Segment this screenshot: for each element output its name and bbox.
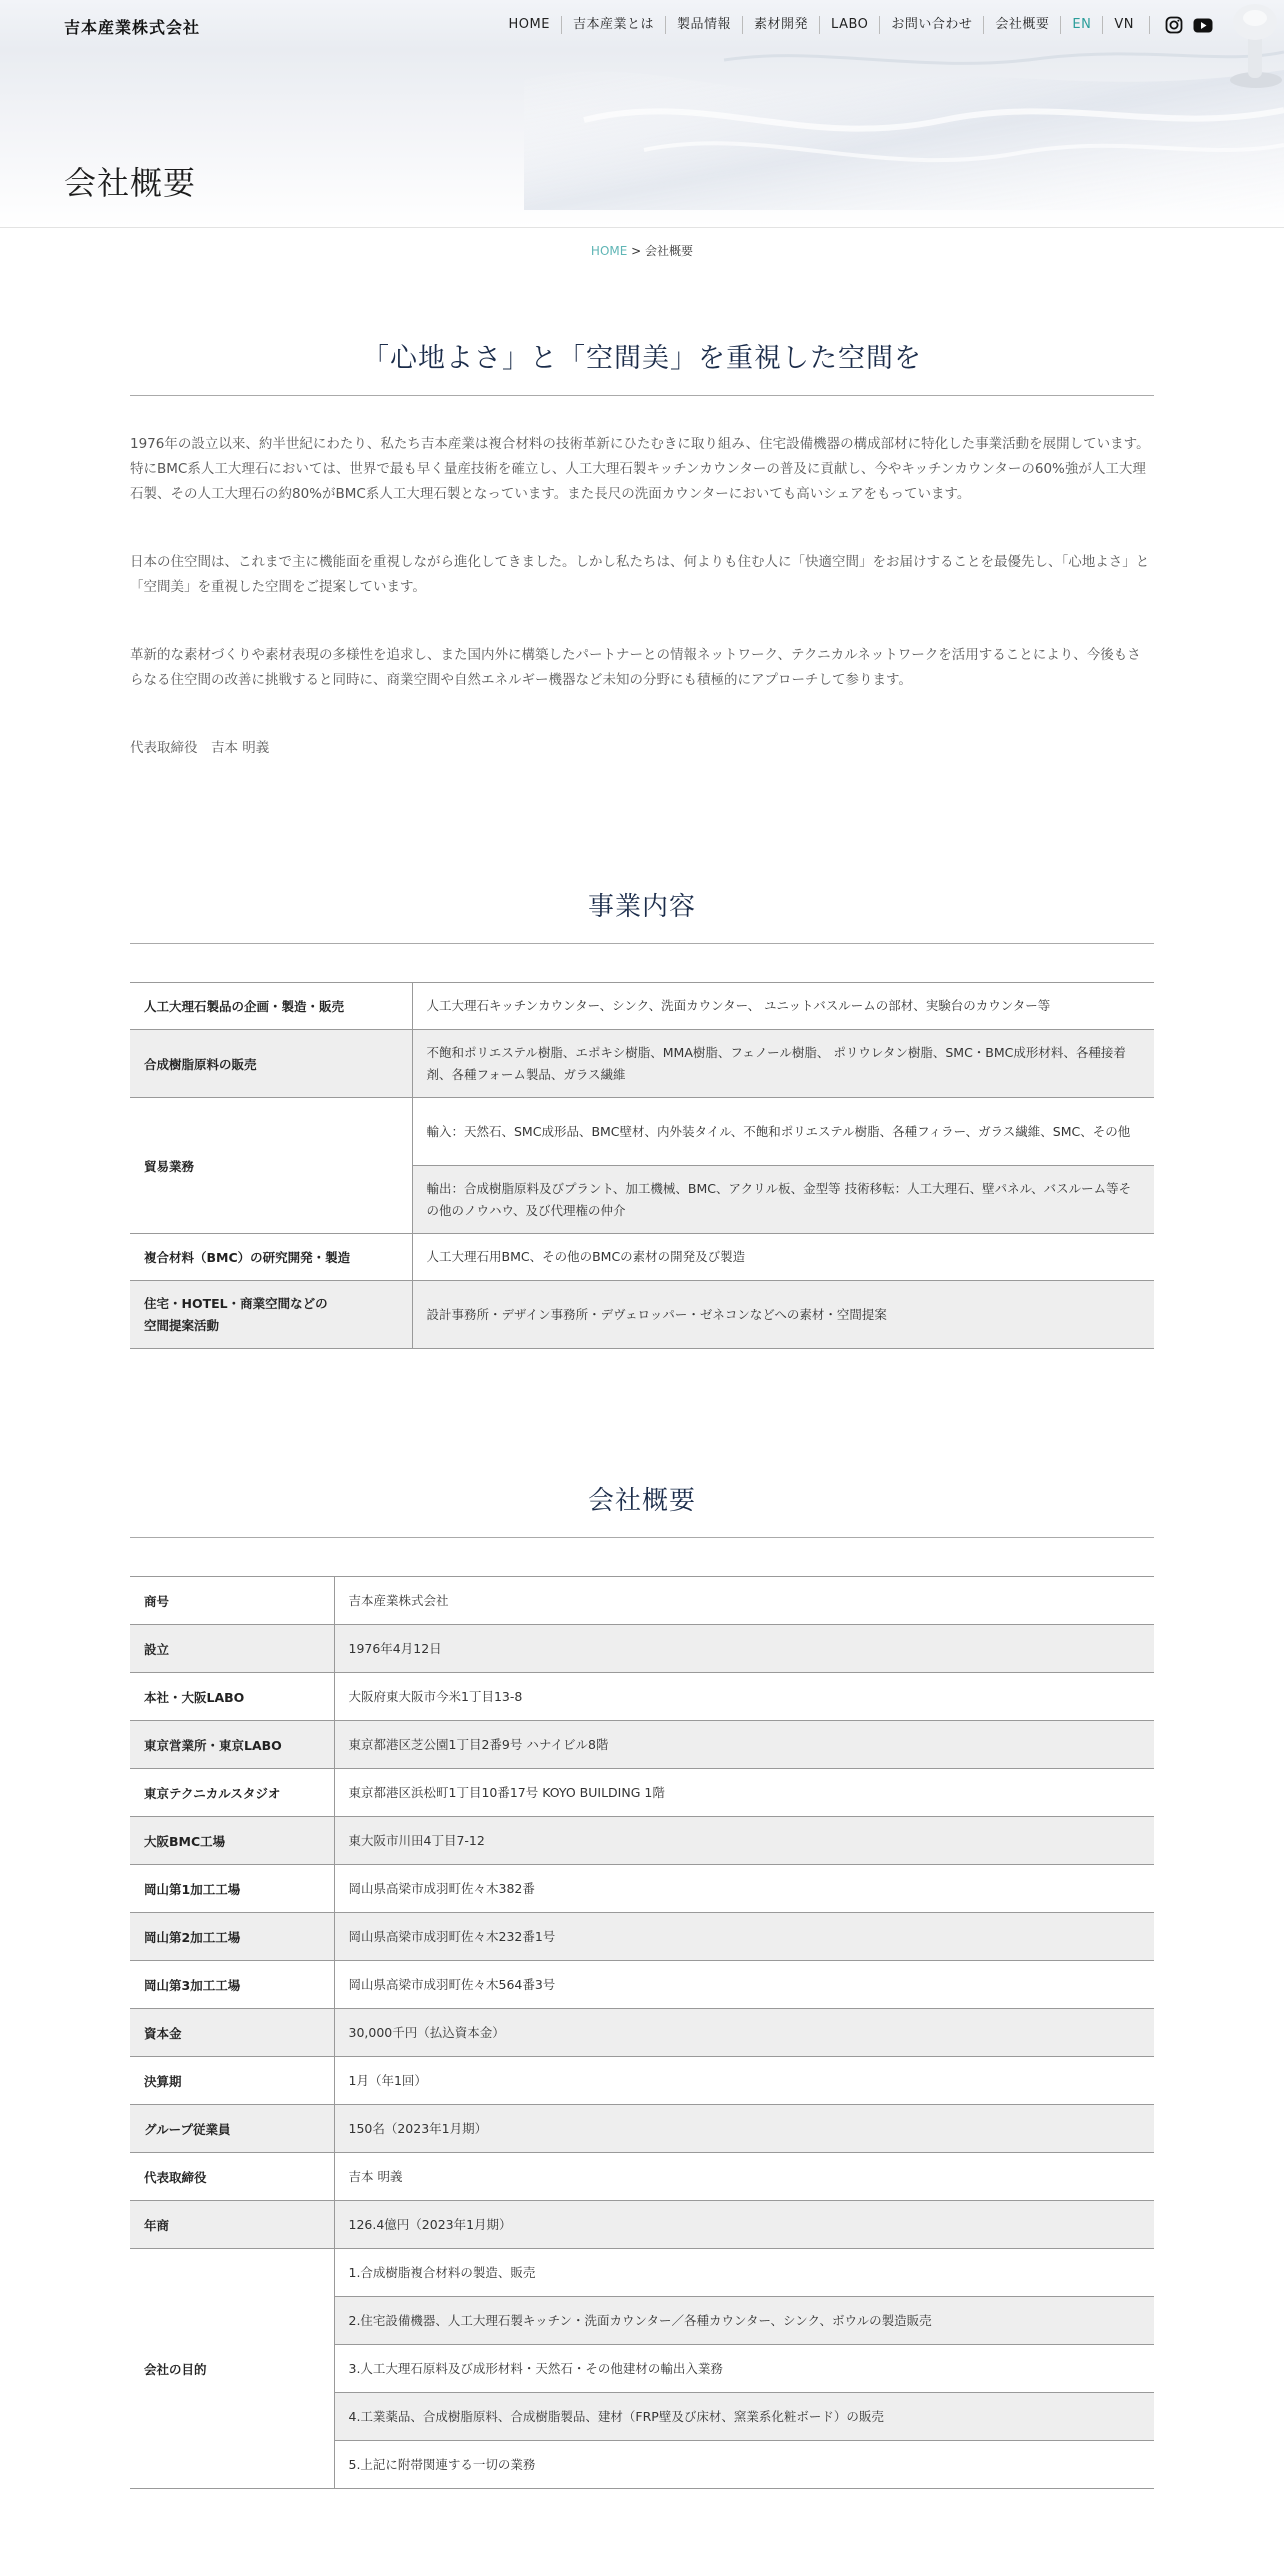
row-value: 東京都港区芝公園1丁目2番9号 ハナイビル8階 bbox=[334, 1721, 1154, 1769]
nav-lang-en[interactable]: EN bbox=[1060, 16, 1102, 34]
row-label: 資本金 bbox=[130, 2009, 334, 2057]
table-row bbox=[130, 1098, 1154, 1166]
nav-contact[interactable]: お問い合わせ bbox=[879, 16, 983, 34]
nav-lang-vn[interactable]: VN bbox=[1102, 16, 1145, 34]
row-label-line: 空間提案活動 bbox=[144, 1317, 220, 1333]
nav-home[interactable]: HOME bbox=[508, 17, 550, 32]
row-value: 吉本 明義 bbox=[334, 2153, 1154, 2201]
table-row bbox=[130, 2249, 1154, 2297]
purpose-item: 1.合成樹脂複合材料の製造、販売 bbox=[334, 2249, 1154, 2297]
decorative-faucet-image bbox=[1204, 0, 1284, 110]
table-row bbox=[130, 1769, 1154, 1817]
intro-heading: 「心地よさ」と「空間美」を重視した空間を bbox=[130, 336, 1154, 396]
row-value: 吉本産業株式会社 bbox=[334, 1577, 1154, 1625]
row-label: 代表取締役 bbox=[130, 2153, 334, 2201]
breadcrumb-separator: > bbox=[631, 244, 642, 258]
table-row bbox=[130, 1913, 1154, 1961]
row-label: 岡山第2加工工場 bbox=[130, 1913, 334, 1961]
row-value: 150名（2023年1月期） bbox=[334, 2105, 1154, 2153]
table-row bbox=[130, 1721, 1154, 1769]
table-row bbox=[130, 1625, 1154, 1673]
row-value: 輸入：天然石、SMC成形品、BMC壁材、内外装タイル、不飽和ポリエステル樹脂、各種フィラー、ガラス繊維、SMC、その他 bbox=[412, 1098, 1154, 1166]
site-header bbox=[0, 0, 1284, 50]
row-value: 人工大理石キッチンカウンター、シンク、洗面カウンター、 ユニットバスルームの部材、実験台のカウンター等 bbox=[412, 983, 1154, 1030]
purpose-item: 3.人工大理石原料及び成形材料・天然石・その他建材の輸出入業務 bbox=[334, 2345, 1154, 2393]
row-label: 会社の目的 bbox=[130, 2249, 334, 2489]
table-row bbox=[130, 1673, 1154, 1721]
breadcrumb-home-link[interactable]: HOME bbox=[590, 244, 628, 258]
row-label: 東京営業所・東京LABO bbox=[130, 1721, 334, 1769]
nav-company[interactable]: 会社概要 bbox=[983, 16, 1060, 34]
page-title: 会社概要 bbox=[64, 164, 197, 202]
company-heading: 会社概要 bbox=[130, 1480, 1154, 1538]
nav-labo[interactable]: LABO bbox=[819, 16, 879, 34]
row-label: 設立 bbox=[130, 1625, 334, 1673]
table-row bbox=[130, 1281, 1154, 1349]
purpose-item: 5.上記に附帯関連する一切の業務 bbox=[334, 2441, 1154, 2489]
row-value: 126.4億円（2023年1月期） bbox=[334, 2201, 1154, 2249]
row-label: 本社・大阪LABO bbox=[130, 1673, 334, 1721]
table-row bbox=[130, 1030, 1154, 1098]
company-section bbox=[130, 1480, 1154, 2489]
row-value: 岡山県高梁市成羽町佐々木564番3号 bbox=[334, 1961, 1154, 2009]
breadcrumb bbox=[0, 242, 1284, 259]
row-value: 大阪府東大阪市今米1丁目13-8 bbox=[334, 1673, 1154, 1721]
row-value: 東京都港区浜松町1丁目10番17号 KOYO BUILDING 1階 bbox=[334, 1769, 1154, 1817]
intro-paragraph: 1976年の設立以来、約半世紀にわたり、私たち吉本産業は複合材料の技術革新にひたむきに取り組み、住宅設備機器の構成部材に特化した事業活動を展開しています。特にBMC系人工大理石においては、世界で最も早く量産技術を確立し、人工大理石製キッチンカウンターの普及に貢献し、今やキッチンカウンターの60%強が人工大理石製、その人工大理石の約80%がBMC系人工大理石製となっています。また長尺の洗面カウンターにおいても高いシェアをもっています。 bbox=[130, 436, 1150, 502]
row-value: 30,000千円（払込資本金） bbox=[334, 2009, 1154, 2057]
row-label: グループ従業員 bbox=[130, 2105, 334, 2153]
row-label: 年商 bbox=[130, 2201, 334, 2249]
table-row bbox=[130, 1961, 1154, 2009]
row-value: 岡山県高梁市成羽町佐々木232番1号 bbox=[334, 1913, 1154, 1961]
nav-materials[interactable]: 素材開発 bbox=[742, 16, 819, 34]
table-row bbox=[130, 1865, 1154, 1913]
purpose-item: 4.工業薬品、合成樹脂原料、合成樹脂製品、建材（FRP壁及び床材、窯業系化粧ボード）の販売 bbox=[334, 2393, 1154, 2441]
row-label: 貿易業務 bbox=[130, 1098, 412, 1234]
table-row bbox=[130, 2057, 1154, 2105]
company-table bbox=[130, 1576, 1154, 2489]
row-label: 人工大理石製品の企画・製造・販売 bbox=[130, 983, 412, 1030]
table-row bbox=[130, 983, 1154, 1030]
table-row bbox=[130, 1817, 1154, 1865]
row-value: 輸出：合成樹脂原料及びプラント、加工機械、BMC、アクリル板、金型等 技術移転：人工大理石、壁パネル、バスルーム等その他のノウハウ、及び代理権の仲介 bbox=[412, 1166, 1154, 1234]
business-table bbox=[130, 982, 1154, 1349]
row-label: 岡山第1加工工場 bbox=[130, 1865, 334, 1913]
site-logo[interactable]: 吉本産業株式会社 bbox=[64, 18, 201, 37]
purpose-item: 2.住宅設備機器、人工大理石製キッチン・洗面カウンター／各種カウンター、シンク、ボウルの製造販売 bbox=[334, 2297, 1154, 2345]
table-row bbox=[130, 2105, 1154, 2153]
hero-wave-decoration bbox=[524, 40, 1284, 210]
row-value: 東大阪市川田4丁目7-12 bbox=[334, 1817, 1154, 1865]
row-label: 大阪BMC工場 bbox=[130, 1817, 334, 1865]
instagram-icon[interactable] bbox=[1165, 16, 1183, 34]
row-label: 岡山第3加工工場 bbox=[130, 1961, 334, 2009]
intro-paragraph: 日本の住空間は、これまで主に機能面を重視しながら進化してきました。しかし私たちは、何よりも住む人に「快適空間」をお届けすることを最優先し、「心地よさ」と「空間美」を重視した空間をご提案しています。 bbox=[130, 554, 1150, 595]
row-label: 東京テクニカルスタジオ bbox=[130, 1769, 334, 1817]
table-row bbox=[130, 1577, 1154, 1625]
nav-about[interactable]: 吉本産業とは bbox=[561, 16, 665, 34]
table-row bbox=[130, 2201, 1154, 2249]
row-value: 1976年4月12日 bbox=[334, 1625, 1154, 1673]
table-row bbox=[130, 2153, 1154, 2201]
business-heading: 事業内容 bbox=[130, 886, 1154, 944]
row-value: 1月（年1回） bbox=[334, 2057, 1154, 2105]
table-row bbox=[130, 1234, 1154, 1281]
row-label bbox=[130, 1281, 412, 1349]
nav-products[interactable]: 製品情報 bbox=[665, 16, 742, 34]
representative-signature: 代表取締役 吉本 明義 bbox=[130, 740, 270, 756]
row-value: 不飽和ポリエステル樹脂、エポキシ樹脂、MMA樹脂、フェノール樹脂、 ポリウレタン樹脂、SMC・BMC成形材料、各種接着剤、各種フォーム製品、ガラス繊維 bbox=[412, 1030, 1154, 1098]
row-value: 人工大理石用BMC、その他のBMCの素材の開発及び製造 bbox=[412, 1234, 1154, 1281]
business-section bbox=[130, 886, 1154, 1349]
intro-section bbox=[130, 336, 1154, 761]
main-nav bbox=[498, 0, 1218, 50]
breadcrumb-current: 会社概要 bbox=[645, 244, 694, 258]
row-label: 商号 bbox=[130, 1577, 334, 1625]
row-label: 合成樹脂原料の販売 bbox=[130, 1030, 412, 1098]
row-value: 設計事務所・デザイン事務所・デヴェロッパー・ゼネコンなどへの素材・空間提案 bbox=[412, 1281, 1154, 1349]
row-value: 岡山県高梁市成羽町佐々木382番 bbox=[334, 1865, 1154, 1913]
intro-paragraph: 革新的な素材づくりや素材表現の多様性を追求し、また国内外に構築したパートナーとの情報ネットワーク、テクニカルネットワークを活用することにより、今後もさらなる住空間の改善に挑戦すると同時に、商業空間や自然エネルギー機器など未知の分野にも積極的にアプローチして参ります。 bbox=[130, 647, 1141, 688]
row-label-line: 住宅・HOTEL・商業空間などの bbox=[144, 1295, 328, 1311]
row-label: 複合材料（BMC）の研究開発・製造 bbox=[130, 1234, 412, 1281]
table-row bbox=[130, 2009, 1154, 2057]
row-label: 決算期 bbox=[130, 2057, 334, 2105]
